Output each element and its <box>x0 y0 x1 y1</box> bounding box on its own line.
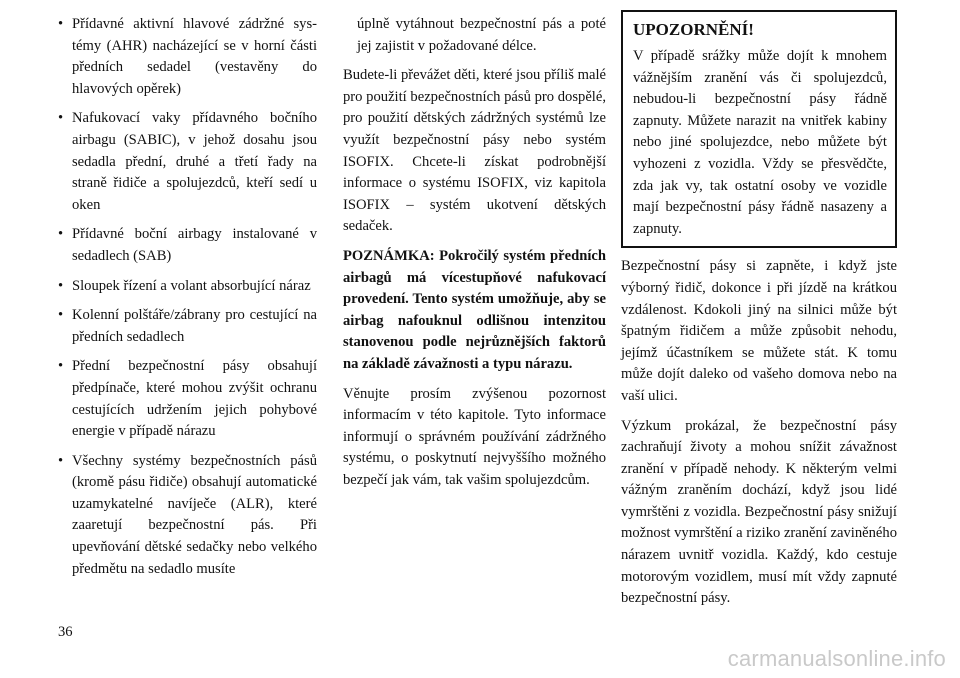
column-left <box>58 14 317 588</box>
list-item: • Sloupek řízení a volant absorbující náraz <box>58 276 317 298</box>
list-item: • Přední bezpečnostní pásy obsahují předpínače, které mohou zvýšit ochranu cestujících udržením jejich pohybové energie v případě nárazu <box>58 356 317 442</box>
list-item-continuation: úplně vytáhnout bezpečnostní pás a poté jej zajistit v požadované délce. <box>357 16 606 54</box>
page-number: 36 <box>58 624 73 640</box>
safety-features-list <box>58 14 317 580</box>
warning-text: V případě srážky může dojít k mnohem vážnějším zranění vás či spolujezdců, nebudou-li bezpečnostní pásy řádně zapnuty. Můžete narazit na vnitřek kabiny nebo jiné spolujezdce, nebo můžete být vyhozeni z vozidla. Vždy se přesvědčte, zda jak vy, tak ostatní osoby ve vozidle mají bezpečnostní pásy řádně nasazeny a zapnuty. <box>633 48 887 237</box>
note-paragraph: POZNÁMKA: Pokročilý systém předních airbagů má vícestupňové nafukovací provedení. Tento systém umožňuje, aby se airbag nafouknul odlišnou intenzitou stanovenou podle nejrůznějších faktorů na základě závažnosti a typu nárazu. <box>343 247 606 372</box>
list-item: • Přídavné boční airbagy instalované v sedadlech (SAB) <box>58 224 317 267</box>
list-item: • Kolenní polštáře/zábrany pro cestující na předních sedadlech <box>58 305 317 348</box>
list-item: • Všechny systémy bezpečnostních pásů (kromě pásu řidiče) obsahují automatické uzamykatelné navíječe (ALR), které zaaretují bezpečnostní pás. Při upevňování dětské sedačky nebo velkého předmětu na sedadlo musíte <box>58 451 317 581</box>
column-right <box>621 20 897 618</box>
list-item: • Přídavné aktivní hlavové zádržné systémy (AHR) nacházející se v horní části předních sedadel (vestavěny do hlavových opěrek) <box>58 14 317 100</box>
paragraph-attention: Věnujte prosím zvýšenou pozornost informacím v této kapitole. Tyto informace informují o správném používání zádržného systému, o poskytnutí nejvyššího možného bezpečí jak vám, tak vašim spolujezdcům. <box>343 385 606 488</box>
warning-title: UPOZORNĚNÍ! <box>633 20 754 39</box>
watermark: carmanualsonline.info <box>727 646 946 671</box>
list-item: • Nafukovací vaky přídavného bočního airbagu (SABIC), v jehož dosahu jsou sedadla přední, druhé a třetí řady na straně řidiče a spolujezdců, kteří sedí u oken <box>58 108 317 216</box>
paragraph-buckle-up: Bezpečnostní pásy si zapněte, i když jste výborný řidič, dokonce i při jízdě na krátkou vzdálenost. Kdokoli jiný na silnici může být špatným řidičem a může způsobit nehodu, jejímž účastníkem se můžete stát. K tomu může dojít daleko od vašeho domova nebo na vaší ulici. <box>621 258 897 404</box>
warning-box <box>621 10 897 248</box>
paragraph-research: Výzkum prokázal, že bezpečnostní pásy zachraňují životy a mohou snížit závažnost zranění v případě nehody. K některým velmi vážným zraněním dochází, když jsou lidé vymrštěni z vozidla. Bezpečnostní pásy snižují možnost vymrštění a riziko zranění zaviněného nárazem uvnitř vozidla. Každý, kdo cestuje motorovým vozidlem, musí mít vždy zapnuté bezpečnostní pásy. <box>621 417 897 607</box>
paragraph-child-restraints: Budete-li převážet děti, které jsou příliš malé pro použití bezpečnostních pásů pro dospělé, pro použití dětských zádržných systémů lze využít bezpečnostní pásy nebo systém ISOFIX. Chcete-li získat podrobnější informace o systému ISOFIX, viz kapitola ISOFIX – systém ukotvení dětských sedaček. <box>343 67 607 235</box>
column-middle <box>343 16 607 499</box>
